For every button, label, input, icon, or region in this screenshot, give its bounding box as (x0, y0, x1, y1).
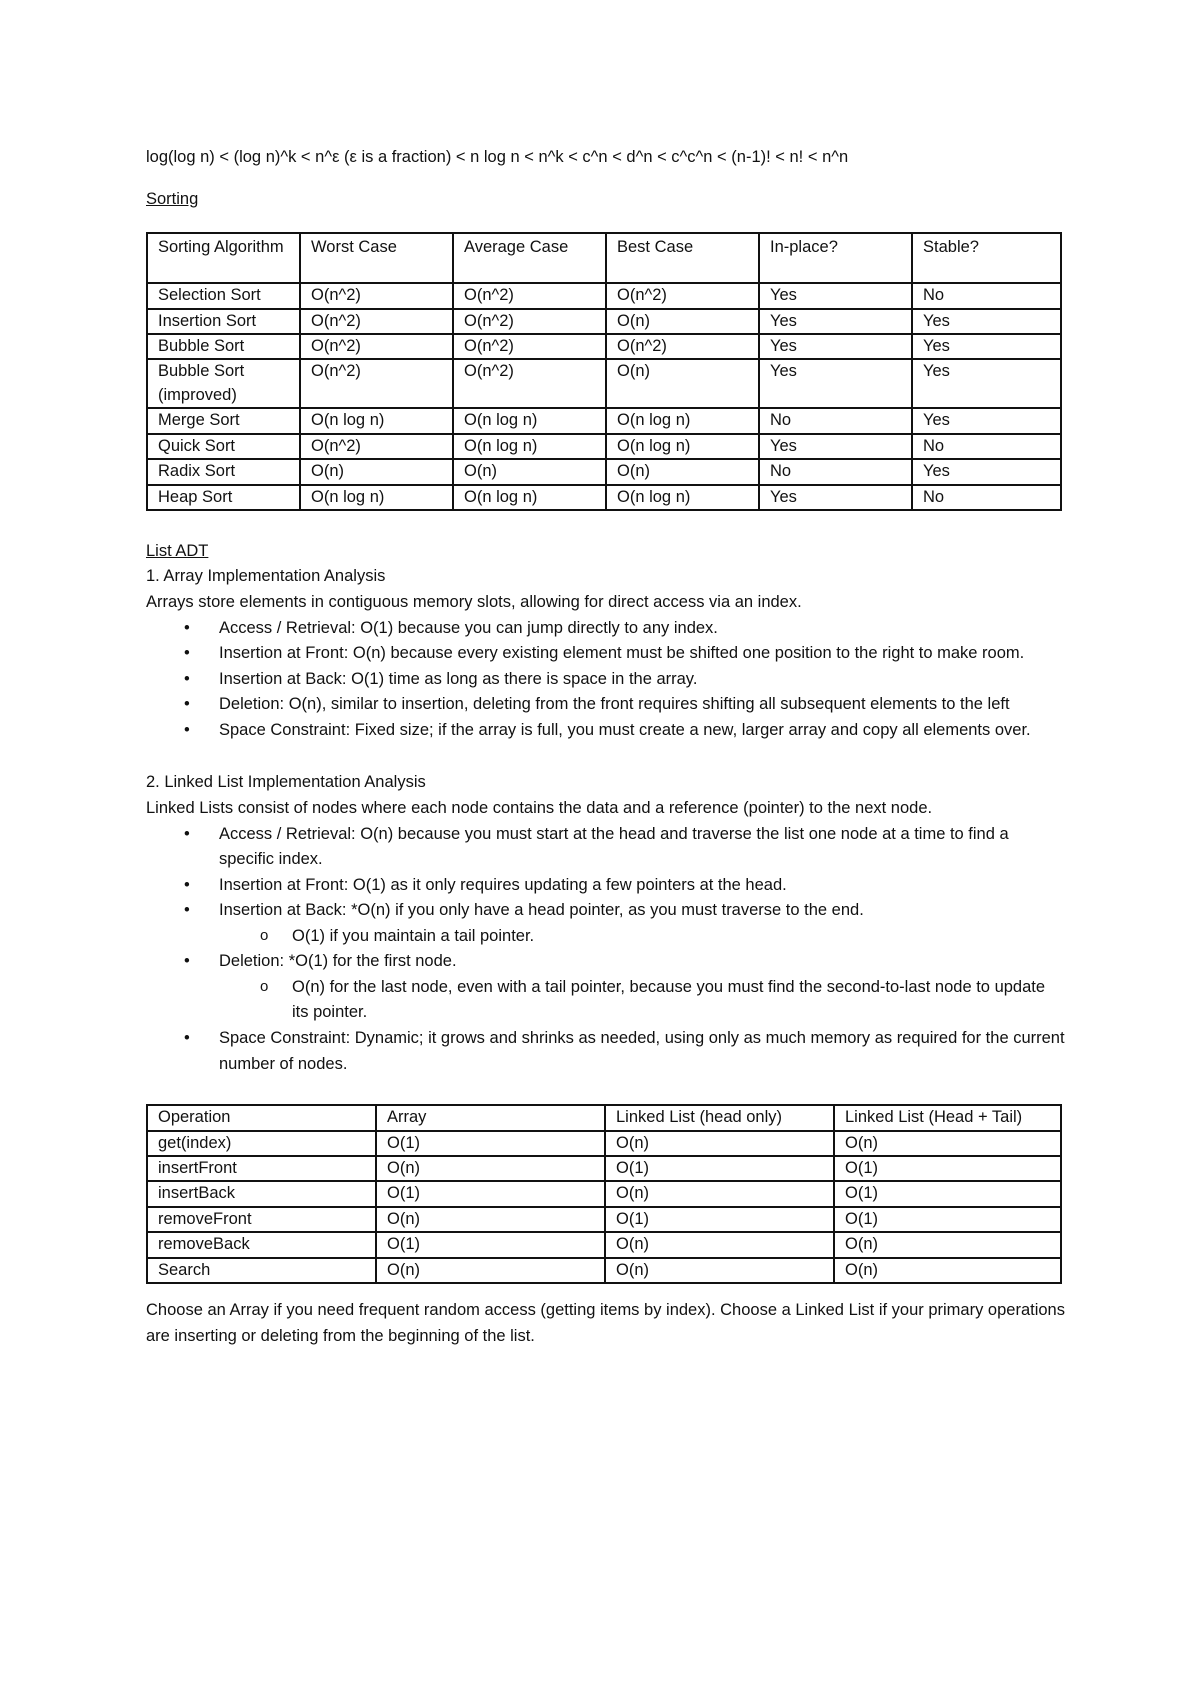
sorting-table (146, 232, 1062, 511)
table-row (147, 359, 1061, 408)
head-tail-cost-cell: O(1) (834, 1181, 1061, 1206)
complexity-order-line: log(log n) < (log n)^k < n^ε (ε is a fraction) < n log n < n^k < c^n < d^n < c^c^n < (n-1)! < n! < n^n (146, 148, 849, 166)
list-item (146, 898, 1066, 949)
in-place-cell: No (759, 459, 912, 484)
operations-table (146, 1104, 1062, 1284)
list-item: • Insertion at Front: O(1) as it only requires updating a few pointers at the head. (146, 873, 1066, 899)
section-spacer (146, 743, 1066, 770)
worst-case-cell: O(n^2) (300, 309, 453, 334)
algorithm-name-cell: Selection Sort (147, 283, 300, 308)
sorting-header-row (147, 233, 1061, 283)
algorithm-name-cell: Heap Sort (147, 485, 300, 510)
list-item: • Insertion at Front: O(n) because every existing element must be shifted one position to the right to make room. (146, 641, 1066, 667)
sorting-header-cell: Stable? (912, 233, 1061, 283)
head-only-cost-cell: O(n) (605, 1131, 834, 1156)
sorting-header-cell: Sorting Algorithm (147, 233, 300, 283)
operations-header-row (147, 1105, 1061, 1130)
list-item: • Access / Retrieval: O(1) because you can jump directly to any index. (146, 616, 1066, 642)
in-place-cell: Yes (759, 359, 912, 408)
sorting-header-cell: In-place? (759, 233, 912, 283)
stable-cell: Yes (912, 359, 1061, 408)
list-adt-heading: List ADT (146, 541, 209, 560)
head-tail-cost-cell: O(1) (834, 1156, 1061, 1181)
table-row (147, 1181, 1061, 1206)
stable-cell: No (912, 434, 1061, 459)
head-tail-cost-cell: O(n) (834, 1232, 1061, 1257)
array-section-title: 1. Array Implementation Analysis (146, 567, 386, 586)
table-row (147, 1258, 1061, 1283)
head-only-cost-cell: O(n) (605, 1181, 834, 1206)
in-place-cell: No (759, 408, 912, 433)
operations-header-cell: Linked List (head only) (605, 1105, 834, 1130)
table-row (147, 408, 1061, 433)
average-case-cell: O(n) (453, 459, 606, 484)
linked-list-section-title: 2. Linked List Implementation Analysis (146, 773, 426, 792)
stable-cell: Yes (912, 459, 1061, 484)
algorithm-name-cell: Quick Sort (147, 434, 300, 459)
array-cost-cell: O(n) (376, 1156, 605, 1181)
best-case-cell: O(n log n) (606, 485, 759, 510)
sub-bullet-list (219, 975, 1066, 1026)
array-cost-cell: O(1) (376, 1232, 605, 1257)
list-item-text: Deletion: *O(1) for the first node. (219, 952, 457, 971)
average-case-cell: O(n^2) (453, 283, 606, 308)
table-row (147, 283, 1061, 308)
table-row (147, 309, 1061, 334)
best-case-cell: O(n log n) (606, 434, 759, 459)
in-place-cell: Yes (759, 309, 912, 334)
worst-case-cell: O(n^2) (300, 283, 453, 308)
best-case-cell: O(n) (606, 459, 759, 484)
linked-list-section-intro: Linked Lists consist of nodes where each node contains the data and a reference (pointer) to the next node. (146, 798, 933, 817)
head-only-cost-cell: O(n) (605, 1232, 834, 1257)
best-case-cell: O(n) (606, 359, 759, 408)
array-bullet-list (146, 616, 1066, 744)
operation-name-cell: get(index) (147, 1131, 376, 1156)
head-only-cost-cell: O(1) (605, 1207, 834, 1232)
best-case-cell: O(n) (606, 309, 759, 334)
array-cost-cell: O(n) (376, 1207, 605, 1232)
average-case-cell: O(n log n) (453, 434, 606, 459)
list-item: • Deletion: O(n), similar to insertion, deleting from the front requires shifting all subsequent elements to the left (146, 692, 1066, 718)
in-place-cell: Yes (759, 434, 912, 459)
operation-name-cell: insertFront (147, 1156, 376, 1181)
average-case-cell: O(n^2) (453, 334, 606, 359)
in-place-cell: Yes (759, 485, 912, 510)
average-case-cell: O(n log n) (453, 485, 606, 510)
in-place-cell: Yes (759, 334, 912, 359)
head-tail-cost-cell: O(n) (834, 1131, 1061, 1156)
sub-bullet-list (219, 924, 1066, 950)
table-row (147, 434, 1061, 459)
algorithm-name-cell: Insertion Sort (147, 309, 300, 334)
stable-cell: Yes (912, 408, 1061, 433)
list-item (146, 949, 1066, 1026)
worst-case-cell: O(n^2) (300, 359, 453, 408)
best-case-cell: O(n log n) (606, 408, 759, 433)
array-section-intro: Arrays store elements in contiguous memory slots, allowing for direct access via an index. (146, 593, 802, 612)
table-row (147, 459, 1061, 484)
operations-header-cell: Operation (147, 1105, 376, 1130)
algorithm-name-cell: Bubble Sort (improved) (147, 359, 300, 408)
list-item-text: Insertion at Back: *O(n) if you only have a head pointer, as you must traverse to the end. (219, 901, 864, 920)
table-row (147, 1207, 1061, 1232)
head-only-cost-cell: O(n) (605, 1258, 834, 1283)
in-place-cell: Yes (759, 283, 912, 308)
average-case-cell: O(n^2) (453, 309, 606, 334)
list-item: • Access / Retrieval: O(n) because you must start at the head and traverse the list one node at a time to find a specific index. (146, 822, 1066, 873)
stable-cell: Yes (912, 309, 1061, 334)
stable-cell: No (912, 485, 1061, 510)
worst-case-cell: O(n^2) (300, 434, 453, 459)
algorithm-name-cell: Radix Sort (147, 459, 300, 484)
stable-cell: Yes (912, 334, 1061, 359)
worst-case-cell: O(n log n) (300, 408, 453, 433)
list-item: • Space Constraint: Dynamic; it grows and shrinks as needed, using only as much memory as required for the current number of nodes. (146, 1026, 1066, 1077)
table-row (147, 1131, 1061, 1156)
worst-case-cell: O(n^2) (300, 334, 453, 359)
best-case-cell: O(n^2) (606, 283, 759, 308)
linked-list-bullet-list (146, 822, 1066, 1078)
operation-name-cell: insertBack (147, 1181, 376, 1206)
operations-header-cell: Array (376, 1105, 605, 1130)
table-row (147, 334, 1061, 359)
head-only-cost-cell: O(1) (605, 1156, 834, 1181)
sorting-header-cell: Average Case (453, 233, 606, 283)
document-content (146, 145, 1066, 1349)
table-row (147, 1232, 1061, 1257)
sub-list-item: o O(n) for the last node, even with a tail pointer, because you must find the second-to-last node to update its pointer. (219, 975, 1066, 1026)
average-case-cell: O(n^2) (453, 359, 606, 408)
operation-name-cell: removeFront (147, 1207, 376, 1232)
worst-case-cell: O(n) (300, 459, 453, 484)
array-cost-cell: O(n) (376, 1258, 605, 1283)
closing-paragraph: Choose an Array if you need frequent random access (getting items by index). Choose a Linked List if your primary operations are inserting or deleting from the beginning of the list. (146, 1301, 1065, 1345)
average-case-cell: O(n log n) (453, 408, 606, 433)
array-cost-cell: O(1) (376, 1131, 605, 1156)
sub-list-item: o O(1) if you maintain a tail pointer. (219, 924, 1066, 950)
operation-name-cell: Search (147, 1258, 376, 1283)
table-row (147, 1156, 1061, 1181)
sorting-header-cell: Worst Case (300, 233, 453, 283)
sorting-header-cell: Best Case (606, 233, 759, 283)
list-item: • Insertion at Back: O(1) time as long as there is space in the array. (146, 667, 1066, 693)
stable-cell: No (912, 283, 1061, 308)
array-cost-cell: O(1) (376, 1181, 605, 1206)
table-row (147, 485, 1061, 510)
worst-case-cell: O(n log n) (300, 485, 453, 510)
head-tail-cost-cell: O(1) (834, 1207, 1061, 1232)
operations-header-cell: Linked List (Head + Tail) (834, 1105, 1061, 1130)
head-tail-cost-cell: O(n) (834, 1258, 1061, 1283)
algorithm-name-cell: Merge Sort (147, 408, 300, 433)
algorithm-name-cell: Bubble Sort (147, 334, 300, 359)
best-case-cell: O(n^2) (606, 334, 759, 359)
sorting-heading: Sorting (146, 189, 199, 208)
operation-name-cell: removeBack (147, 1232, 376, 1257)
list-item: • Space Constraint: Fixed size; if the array is full, you must create a new, larger array and copy all elements over. (146, 718, 1066, 744)
